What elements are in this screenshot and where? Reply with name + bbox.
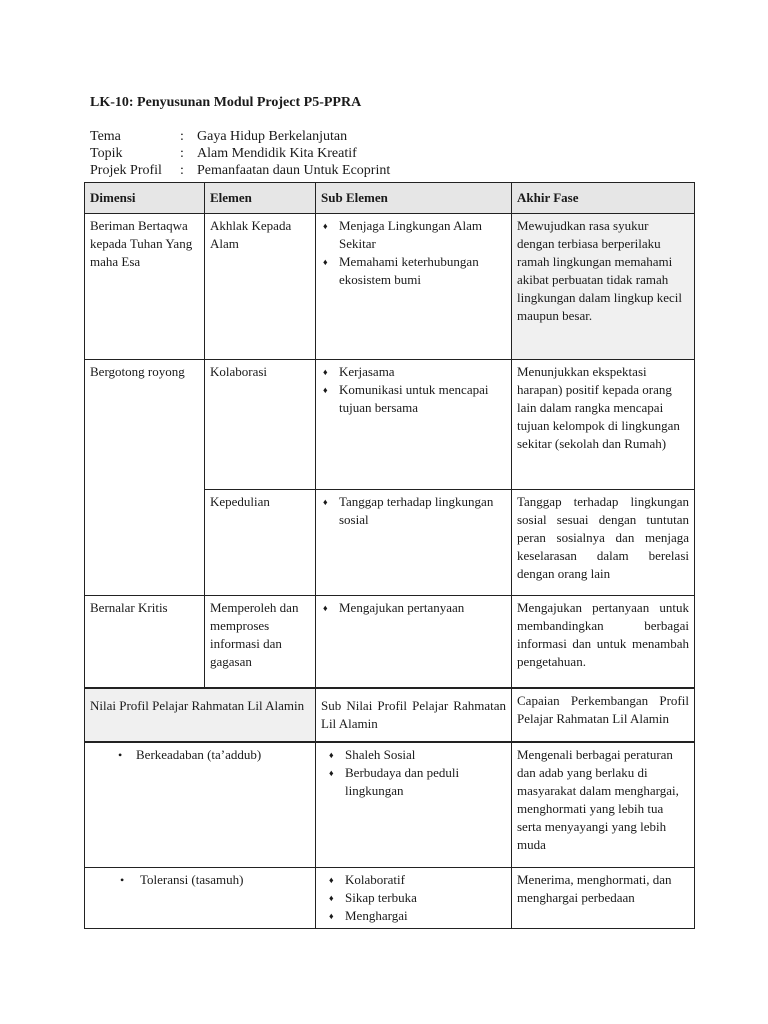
table-row [85,742,695,868]
meta-sep: : [180,129,184,144]
cell-sub-elemen [316,360,512,490]
list-item: ♦ Memahami keterhubungan ekosistem bumi [321,253,506,289]
table2-header-row [85,688,695,742]
list-item: ♦ Berbudaya dan peduli lingkungan [321,764,506,800]
cell-sub-elemen [316,596,512,688]
table-row [85,868,695,929]
cell-elemen: Kepedulian [205,490,316,596]
table-row [85,360,695,490]
meta-row-tema [90,128,390,145]
document-meta [90,128,390,179]
table-row [85,596,695,688]
meta-sep: : [180,146,184,161]
cell-dimensi: Beriman Bertaqwa kepada Tuhan Yang maha Esa [85,214,205,360]
list-item: ♦ Shaleh Sosial [321,746,506,764]
cell-dimensi: Bernalar Kritis [85,596,205,688]
header-elemen: Elemen [205,183,316,214]
table-header-row [85,183,695,214]
list-item: ♦ Kolaboratif [321,871,506,889]
header-dimensi: Dimensi [85,183,205,214]
meta-key: Topik [90,146,123,161]
document-title: LK-10: Penyusunan Modul Project P5-PPRA [90,95,362,110]
meta-key: Tema [90,129,121,144]
cell-sub-elemen [316,214,512,360]
list-item: ♦ Menjaga Lingkungan Alam Sekitar [321,217,506,253]
cell-nilai [85,742,316,868]
meta-key: Projek Profil [90,163,162,178]
header-akhir-fase: Akhir Fase [512,183,695,214]
header-sub-nilai: Sub Nilai Profil Pelajar Rahmatan Lil Alamin [316,688,512,742]
cell-dimensi: Bergotong royong [85,360,205,596]
cell-sub-nilai [316,742,512,868]
table-row [85,214,695,360]
list-item: ♦ Mengajukan pertanyaan [321,599,506,617]
header-sub-elemen: Sub Elemen [316,183,512,214]
meta-value: Pemanfaatan daun Untuk Ecoprint [197,163,391,178]
list-item: ♦ Kerjasama [321,363,506,381]
meta-row-projek [90,162,390,179]
cell-elemen: Memperoleh dan memproses informasi dan gagasan [205,596,316,688]
meta-sep: : [180,163,184,178]
meta-row-topik [90,145,390,162]
list-item: ♦ Menghargai [321,907,506,925]
cell-sub-nilai [316,868,512,929]
cell-akhir-fase: Mengajukan pertanyaan untuk membandingkan berbagai informasi dan untuk menambah pengetahuan. [512,596,695,688]
list-item: ♦ Tanggap terhadap lingkungan sosial [321,493,506,529]
list-item: ♦ Komunikasi untuk mencapai tujuan bersama [321,381,506,417]
meta-value: Alam Mendidik Kita Kreatif [197,146,357,161]
cell-elemen: Kolaborasi [205,360,316,490]
cell-nilai [85,868,316,929]
header-nilai: Nilai Profil Pelajar Rahmatan Lil Alamin [85,688,316,742]
cell-akhir-fase: Tanggap terhadap lingkungan sosial sesuai dengan tuntutan peran sosialnya dan menjaga keselarasan dalam berelasi dengan orang lain [512,490,695,596]
list-item: • Toleransi (tasamuh) [90,871,310,889]
module-table [84,182,695,929]
cell-akhir-fase: Mewujudkan rasa syukur dengan terbiasa berperilaku ramah lingkungan memahami akibat perbuatan tidak ramah lingkungan dalam lingkup kecil maupun besar. [512,214,695,360]
cell-capaian: Menerima, menghormati, dan menghargai perbedaan [512,868,695,929]
list-item: ♦ Sikap terbuka [321,889,506,907]
list-item: • Berkeadaban (ta’addub) [90,746,310,764]
meta-value: Gaya Hidup Berkelanjutan [197,129,348,144]
cell-akhir-fase: Menunjukkan ekspektasi harapan) positif kepada orang lain dalam rangka mencapai tujuan kelompok di lingkungan sekitar (sekolah dan Rumah) [512,360,695,490]
cell-sub-elemen [316,490,512,596]
cell-elemen: Akhlak Kepada Alam [205,214,316,360]
header-capaian: Capaian Perkembangan Profil Pelajar Rahmatan Lil Alamin [512,688,695,742]
cell-capaian: Mengenali berbagai peraturan dan adab yang berlaku di masyarakat dalam menghargai, menghormati yang lebih tua serta menyayangi yang lebih muda [512,742,695,868]
